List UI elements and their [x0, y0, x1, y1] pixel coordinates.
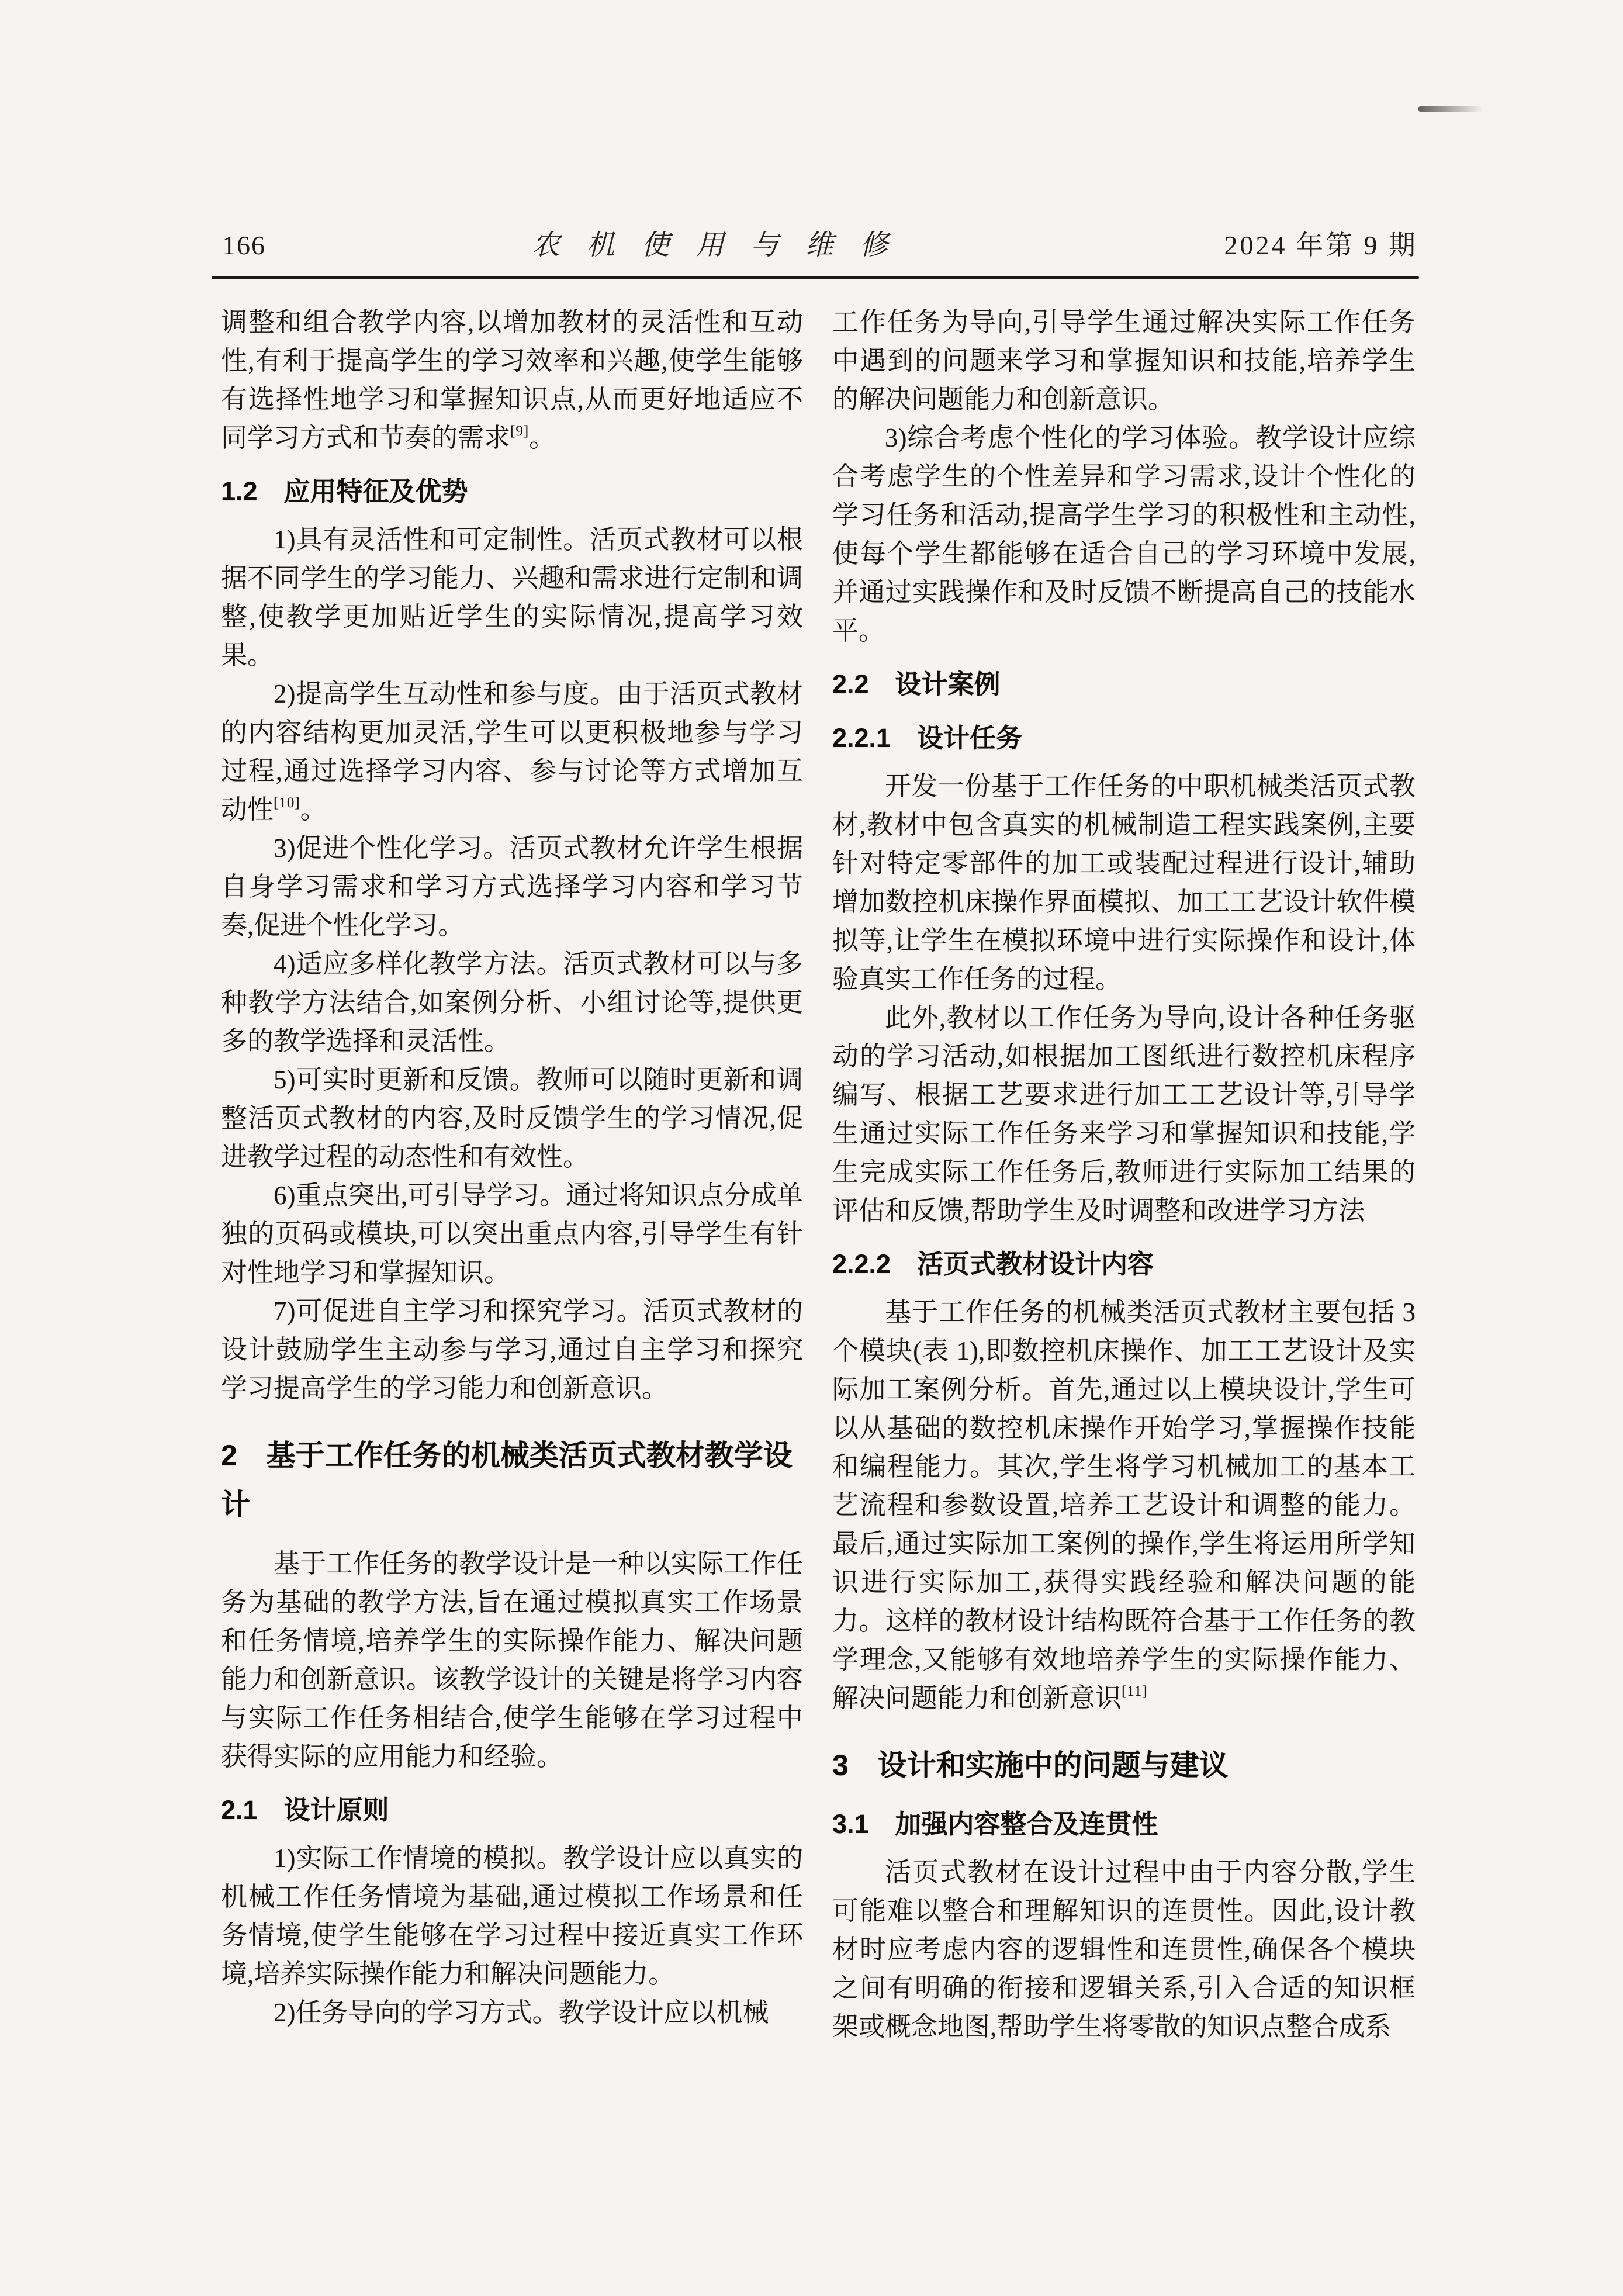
- header-rule: [212, 276, 1419, 279]
- paragraph: 调整和组合教学内容,以增加教材的灵活性和互动性,有利于提高学生的学习效率和兴趣,使学生能够有选择性地学习和掌握知识点,从而更好地适应不同学习方式和节奏的需求[9]。: [221, 307, 803, 452]
- scan-artifact: [1418, 106, 1483, 112]
- paragraph: 开发一份基于工作任务的中职机械类活页式教材,教材中包含真实的机械制造工程实践案例,主要针对特定零部件的加工或装配过程进行设计,辅助增加数控机床操作界面模拟、加工工艺设计软件模拟等,让学生在模拟环境中进行实际操作和设计,体验真实工作任务的过程。: [832, 772, 1416, 994]
- heading-3-1: 3.1 加强内容整合及连贯性: [832, 1809, 1158, 1839]
- paragraph: 基于工作任务的机械类活页式教材主要包括 3 个模块(表 1),即数控机床操作、加工工艺设计及实际加工案例分析。首先,通过以上模块设计,学生可以从基础的数控机床操作开始学习,掌握操作技能和编程能力。其次,学生将学习机械加工的基本工艺流程和参数设置,培养工艺设计和调整的能力。最后,通过实际加工案例的操作,学生将运用所学知识进行实际加工,获得实践经验和解决问题的能力。这样的教材设计结构既符合基于工作任务的教学理念,又能够有效地培养学生的实际操作能力、解决问题能力和创新意识[11]: [832, 1298, 1416, 1713]
- page-header: [222, 229, 1418, 262]
- paragraph: 2)提高学生互动性和参与度。由于活页式教材的内容结构更加灵活,学生可以更积极地参与学习过程,通过选择学习内容、参与讨论等方式增加互动性[10]。: [221, 679, 803, 824]
- page-number: 166: [222, 230, 266, 260]
- citation-marker: [9]: [510, 423, 530, 439]
- left-column: [221, 303, 803, 2032]
- paragraph: 3)综合考虑个性化的学习体验。教学设计应综合考虑学生的个性差异和学习需求,设计个性化的学习任务和活动,提高学生学习的积极性和主动性,使每个学生都能够在适合自己的学习环境中发展,并通过实践操作和及时反馈不断提高自己的技能水平。: [832, 423, 1416, 645]
- right-column: [832, 303, 1416, 2046]
- heading-2-2: 2.2 设计案例: [832, 669, 1001, 699]
- heading-1-2: 1.2 应用特征及优势: [221, 476, 468, 506]
- paragraph: 1)实际工作情境的模拟。教学设计应以真实的机械工作任务情境为基础,通过模拟工作场景和任务情境,使学生能够在学习过程中接近真实工作环境,培养实际操作能力和解决问题能力。: [221, 1844, 803, 1989]
- paragraph: 工作任务为导向,引导学生通过解决实际工作任务中遇到的问题来学习和掌握知识和技能,培养学生的解决问题能力和创新意识。: [832, 307, 1416, 414]
- paragraph: 此外,教材以工作任务为导向,设计各种任务驱动的学习活动,如根据加工图纸进行数控机床程序编写、根据工艺要求进行加工工艺设计等,引导学生通过实际工作任务来学习和掌握知识和技能,学生完成实际工作任务后,教师进行实际加工结果的评估和反馈,帮助学生及时调整和改进学习方法: [832, 1003, 1416, 1225]
- citation-marker: [10]: [274, 795, 300, 811]
- citation-marker: [11]: [1122, 1683, 1148, 1699]
- heading-2-1: 2.1 设计原则: [221, 1795, 389, 1825]
- paragraph: 基于工作任务的教学设计是一种以实际工作任务为基础的教学方法,旨在通过模拟真实工作场景和任务情境,培养学生的实际操作能力、解决问题能力和创新意识。该教学设计的关键是将学习内容与实际工作任务相结合,使学生能够在学习过程中获得实际的应用能力和经验。: [221, 1549, 803, 1771]
- heading-2-2-2: 2.2.2 活页式教材设计内容: [832, 1249, 1154, 1279]
- paragraph: 5)可实时更新和反馈。教师可以随时更新和调整活页式教材的内容,及时反馈学生的学习情况,促进教学过程的动态性和有效性。: [221, 1065, 803, 1171]
- paragraph: 1)具有灵活性和可定制性。活页式教材可以根据不同学生的学习能力、兴趣和需求进行定制和调整,使教学更加贴近学生的实际情况,提高学习效果。: [221, 525, 803, 670]
- heading-2: 2 基于工作任务的机械类活页式教材教学设计: [221, 1439, 793, 1521]
- issue-label: 2024 年第 9 期: [1224, 230, 1418, 260]
- paragraph: 4)适应多样化教学方法。活页式教材可以与多种教学方法结合,如案例分析、小组讨论等,提供更多的教学选择和灵活性。: [221, 949, 803, 1056]
- paragraph: 活页式教材在设计过程中由于内容分散,学生可能难以整合和理解知识的连贯性。因此,设计教材时应考虑内容的逻辑性和连贯性,确保各个模块之间有明确的衔接和逻辑关系,引入合适的知识框架或概念地图,帮助学生将零散的知识点整合成系: [832, 1858, 1416, 2041]
- heading-3: 3 设计和实施中的问题与建议: [832, 1749, 1229, 1782]
- paragraph: 7)可促进自主学习和探究学习。活页式教材的设计鼓励学生主动参与学习,通过自主学习和探究学习提高学生的学习能力和创新意识。: [221, 1296, 803, 1403]
- paragraph: 6)重点突出,可引导学习。通过将知识点分成单独的页码或模块,可以突出重点内容,引导学生有针对性地学习和掌握知识。: [221, 1181, 803, 1287]
- paragraph: 2)任务导向的学习方式。教学设计应以机械: [274, 1998, 769, 2027]
- journal-title: 农机使用与维修: [531, 230, 915, 261]
- heading-2-2-1: 2.2.1 设计任务: [832, 723, 1023, 753]
- paragraph: 3)促进个性化学习。活页式教材允许学生根据自身学习需求和学习方式选择学习内容和学习节奏,促进个性化学习。: [221, 834, 803, 940]
